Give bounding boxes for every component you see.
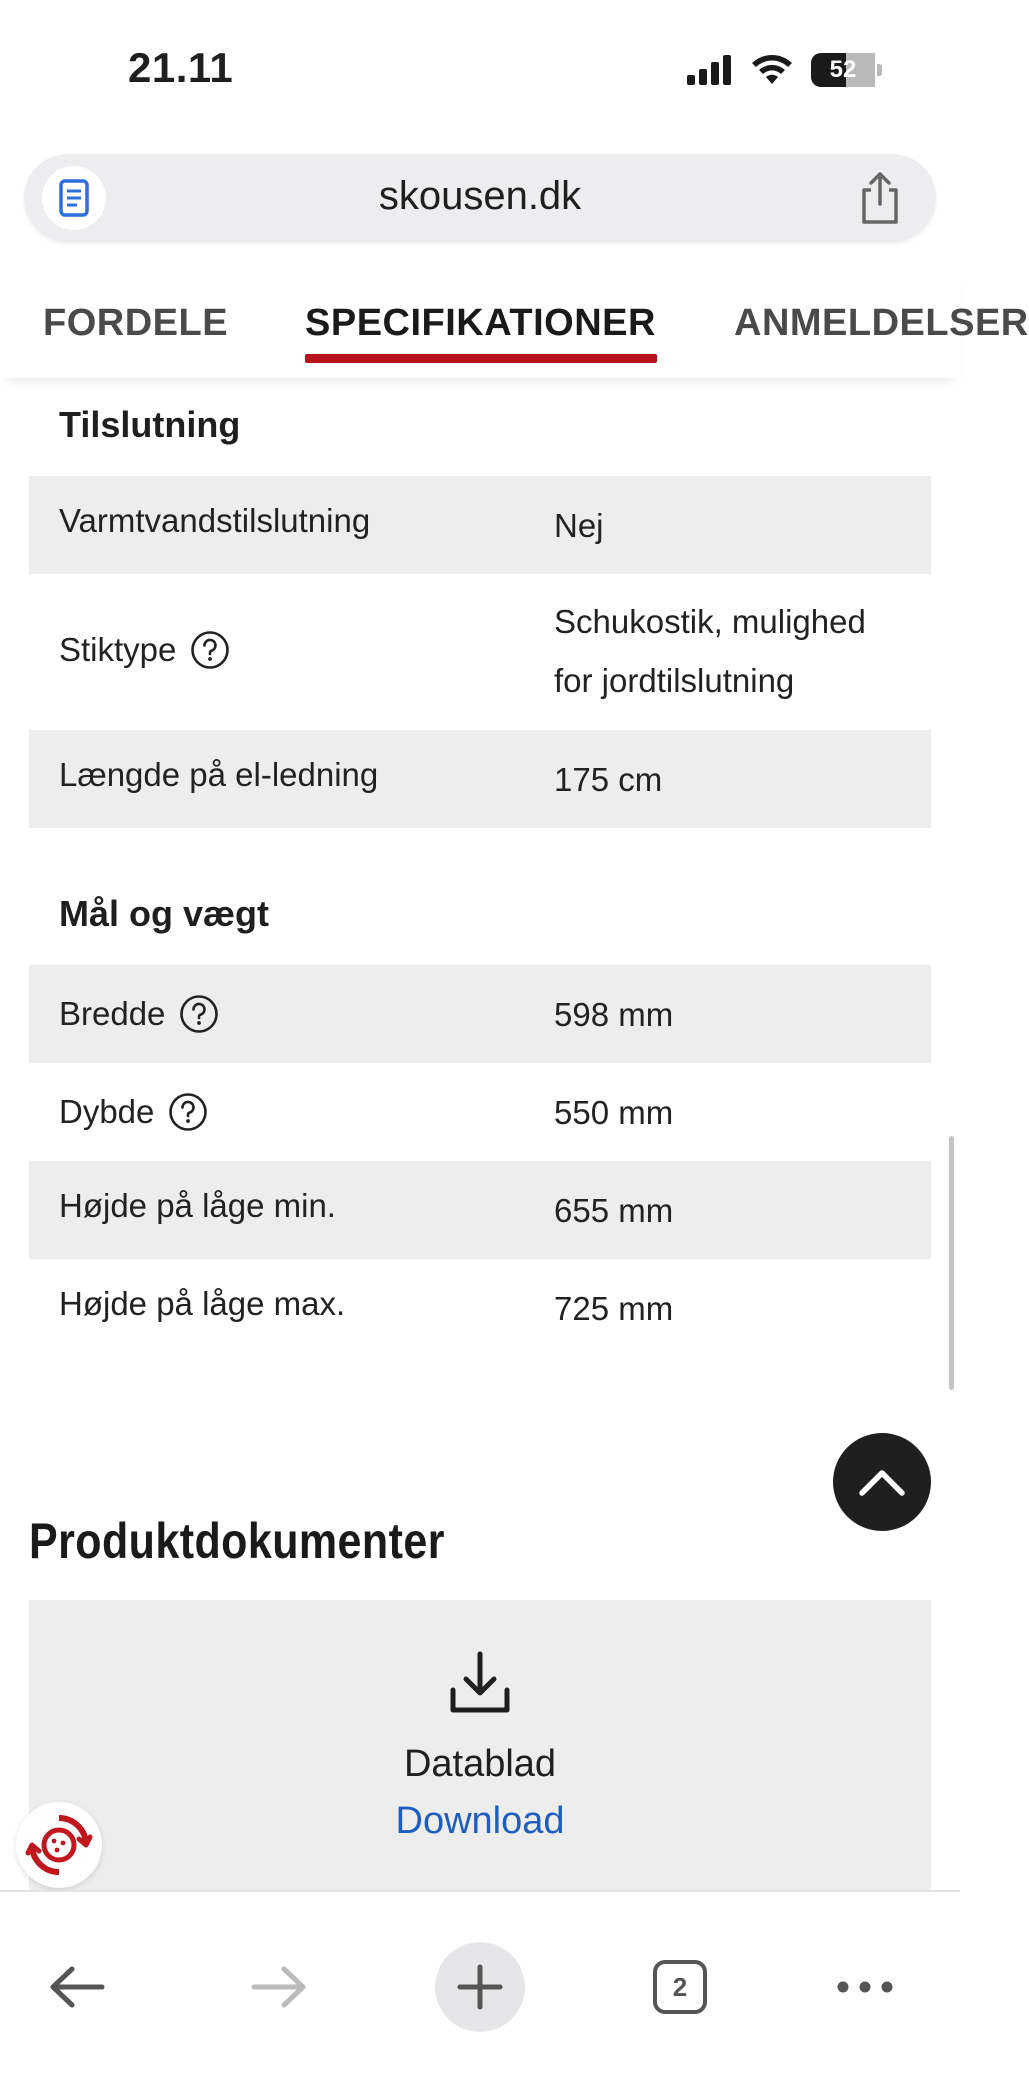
- spec-label: Højde på låge min.: [59, 1187, 336, 1224]
- document-card[interactable]: [29, 1600, 931, 1890]
- download-icon: [448, 1650, 512, 1716]
- cookie-settings-button[interactable]: [16, 1802, 102, 1888]
- new-tab-button[interactable]: [435, 1942, 525, 2032]
- spec-label: Højde på låge max.: [59, 1285, 346, 1322]
- spec-row: [29, 730, 931, 828]
- cellular-signal-icon: [687, 55, 733, 85]
- spec-row: [29, 1161, 931, 1259]
- spec-value-line-2: for jordtilslutning: [554, 662, 795, 699]
- battery-indicator: [811, 53, 882, 87]
- section-title-maal-og-vaegt: Mål og vægt: [59, 893, 270, 934]
- spec-label: Stiktype: [59, 631, 177, 668]
- spec-value: Nej: [554, 507, 604, 544]
- spec-row: [29, 1259, 931, 1357]
- spec-label: Varmtvandstilslutning: [59, 502, 371, 539]
- scroll-indicator[interactable]: [949, 1136, 954, 1390]
- spec-row: [29, 1063, 931, 1161]
- status-time: 21.11: [128, 44, 234, 91]
- spec-tabs: [0, 266, 1029, 378]
- wifi-icon: [751, 54, 793, 86]
- tab-count-icon: 2: [653, 1960, 707, 2014]
- download-link[interactable]: Download: [395, 1800, 565, 1842]
- status-icons: [687, 50, 882, 90]
- document-title: Datablad: [403, 1743, 557, 1785]
- back-button[interactable]: [32, 1942, 122, 2032]
- help-icon[interactable]: [179, 994, 219, 1034]
- plus-icon: [457, 1964, 503, 2010]
- spec-value: 725 mm: [554, 1290, 674, 1327]
- forward-button[interactable]: [234, 1942, 324, 2032]
- battery-level: 52: [829, 56, 857, 83]
- scroll-to-top-button[interactable]: [833, 1433, 931, 1531]
- forward-arrow-icon: [250, 1965, 308, 2009]
- share-icon: [854, 170, 906, 226]
- spec-label: Bredde: [59, 995, 166, 1032]
- help-icon[interactable]: [168, 1092, 208, 1132]
- spec-value: 598 mm: [554, 996, 674, 1033]
- status-bar: [0, 0, 960, 140]
- address-bar[interactable]: [24, 154, 936, 242]
- cookie-settings-icon: [24, 1810, 94, 1880]
- spec-value: 655 mm: [554, 1192, 674, 1229]
- tab-specifikationer[interactable]: SPECIFIKATIONER: [305, 302, 656, 344]
- active-tab-indicator: [305, 354, 657, 363]
- spec-value: 175 cm: [554, 761, 663, 798]
- spec-row: [29, 574, 931, 730]
- spec-value-line-1: Schukostik, mulighed: [554, 603, 866, 640]
- back-arrow-icon: [48, 1965, 106, 2009]
- url-text[interactable]: skousen.dk: [378, 174, 582, 218]
- chevron-up-icon: [858, 1467, 906, 1497]
- tabs-button[interactable]: [635, 1942, 725, 2032]
- section-title-tilslutning: Tilslutning: [59, 404, 241, 445]
- spec-label: Længde på el-ledning: [59, 756, 379, 793]
- more-icon: [836, 1980, 894, 1994]
- help-icon[interactable]: [190, 630, 230, 670]
- spec-value: 550 mm: [554, 1094, 674, 1131]
- spec-row: [29, 965, 931, 1063]
- tab-anmeldelser[interactable]: ANMELDELSER: [734, 302, 1029, 344]
- tab-fordele[interactable]: FORDELE: [43, 302, 229, 344]
- more-button[interactable]: [820, 1942, 910, 2032]
- spec-label: Dybde: [59, 1093, 155, 1130]
- documents-heading: Produktdokumenter: [29, 1513, 445, 1569]
- share-button[interactable]: [854, 170, 906, 226]
- browser-toolbar: [0, 1890, 960, 2083]
- spec-row: [29, 476, 931, 574]
